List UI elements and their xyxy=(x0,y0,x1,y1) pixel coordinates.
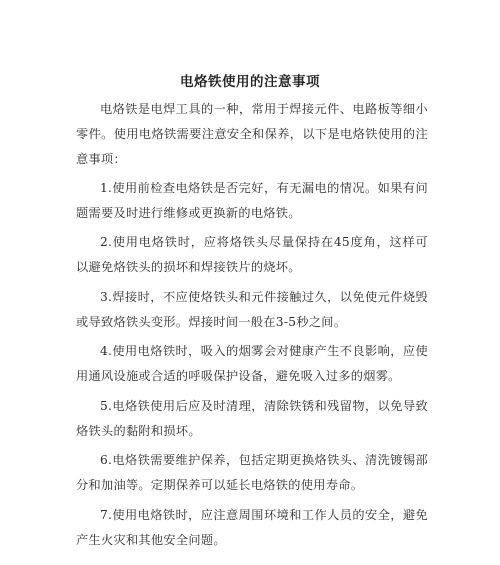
list-item: 1.使用前检查电烙铁是否完好，有无漏电的情况。如果有问题需要及时进行维修或更换新的电烙铁。 xyxy=(76,181,428,220)
list-item: 3.焊接时，不应使烙铁头和元件接触过久，以免使元件烧毁或导致烙铁头变形。焊接时间一般在3-5秒之间。 xyxy=(76,290,428,329)
list-item: 4.使用电烙铁时，吸入的烟雾会对健康产生不良影响，应使用通风设施或合适的呼吸保护设备，避免吸入过多的烟雾。 xyxy=(76,344,428,383)
list-item: 6.电烙铁需要维护保养，包括定期更换烙铁头、清洗镀锡部分和加油等。定期保养可以延长电烙铁的使用寿命。 xyxy=(76,453,428,492)
list-item: 5.电烙铁使用后应及时清理，清除铁锈和残留物，以免导致烙铁头的黏附和损坏。 xyxy=(76,399,428,438)
list-item: 7.使用电烙铁时，应注意周围环境和工作人员的安全，避免产生火灾和其他安全问题。 xyxy=(76,508,428,547)
list-item: 2.使用电烙铁时，应将烙铁头尽量保持在45度角，这样可以避免烙铁头的损坏和焊接铁片的烧坏。 xyxy=(76,235,428,274)
document-title: 电烙铁使用的注意事项 xyxy=(180,74,320,90)
intro-paragraph: 电烙铁是电焊工具的一种，常用于焊接元件、电路板等细小零件。使用电烙铁需要注意安全和保养，以下是电烙铁使用的注意事项： xyxy=(76,102,428,166)
